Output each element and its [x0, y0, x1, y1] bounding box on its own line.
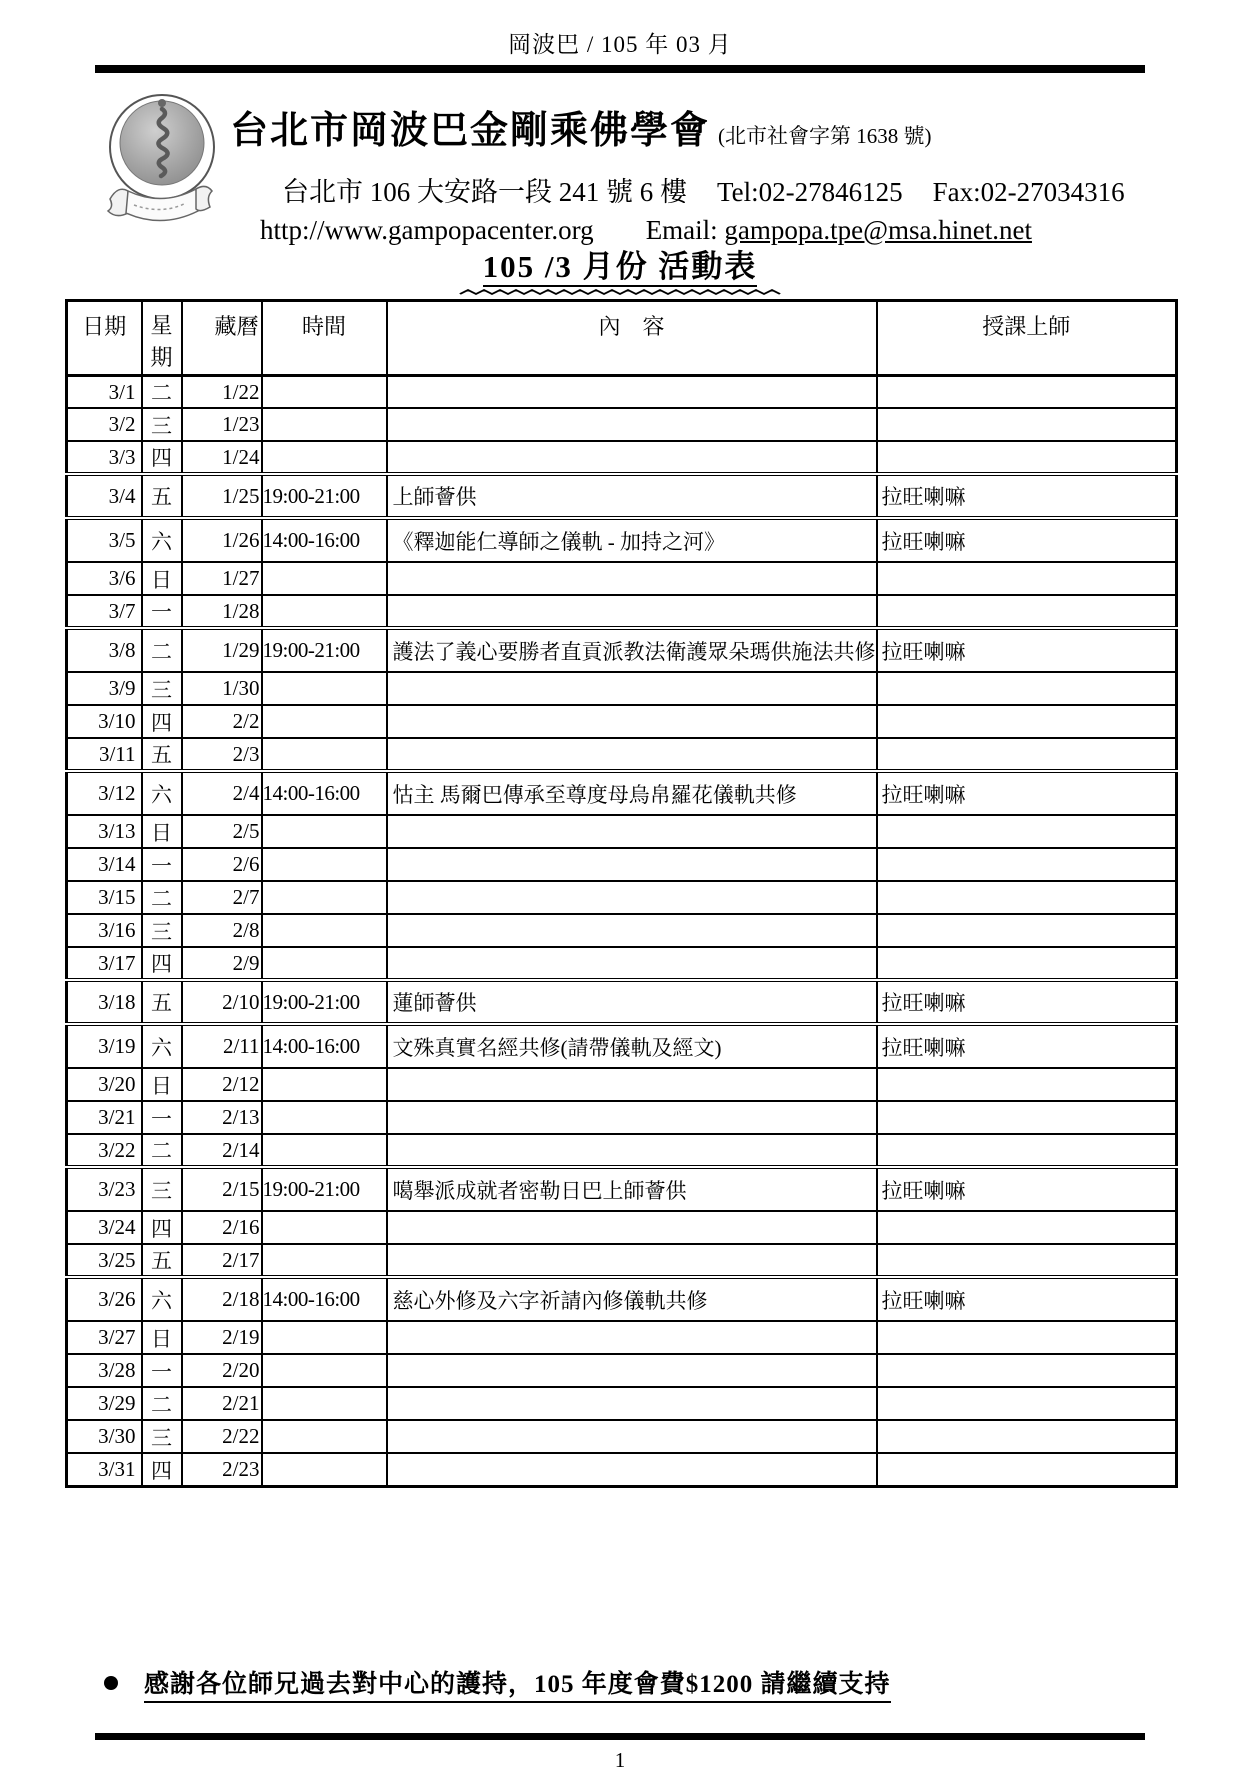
cell-date: 3/13	[67, 815, 142, 848]
cell-teacher	[877, 1420, 1177, 1453]
cell-content	[387, 815, 877, 848]
schedule-row	[67, 815, 1177, 848]
cell-time	[262, 375, 387, 408]
cell-weekday: 四	[142, 947, 182, 980]
cell-date: 3/8	[67, 628, 142, 672]
cell-content	[387, 595, 877, 628]
cell-content	[387, 705, 877, 738]
cell-time	[262, 562, 387, 595]
cell-tibetan: 1/26	[182, 518, 262, 562]
cell-teacher	[877, 672, 1177, 705]
cell-teacher	[877, 1387, 1177, 1420]
schedule-row	[67, 518, 1177, 562]
cell-time	[262, 1101, 387, 1134]
org-email-label: Email:	[645, 215, 718, 245]
cell-date: 3/5	[67, 518, 142, 562]
cell-date: 3/29	[67, 1387, 142, 1420]
cell-weekday: 六	[142, 1277, 182, 1321]
cell-weekday: 四	[142, 1211, 182, 1244]
cell-tibetan: 2/7	[182, 881, 262, 914]
cell-date: 3/11	[67, 738, 142, 771]
cell-teacher	[877, 914, 1177, 947]
cell-time	[262, 914, 387, 947]
cell-date: 3/14	[67, 848, 142, 881]
cell-weekday: 六	[142, 1024, 182, 1068]
schedule-title-wrap	[0, 250, 1240, 296]
cell-time	[262, 1068, 387, 1101]
cell-date: 3/7	[67, 595, 142, 628]
cell-weekday: 一	[142, 1101, 182, 1134]
cell-weekday: 三	[142, 1167, 182, 1211]
cell-weekday: 二	[142, 881, 182, 914]
cell-content: 護法了義心要勝者直貢派教法衛護眾朵瑪供施法共修	[387, 628, 877, 672]
cell-weekday: 二	[142, 375, 182, 408]
cell-content	[387, 914, 877, 947]
cell-tibetan: 2/12	[182, 1068, 262, 1101]
cell-date: 3/21	[67, 1101, 142, 1134]
cell-date: 3/19	[67, 1024, 142, 1068]
gampopa-seal-logo	[98, 87, 220, 242]
cell-tibetan: 2/11	[182, 1024, 262, 1068]
cell-content: 噶舉派成就者密勒日巴上師薈供	[387, 1167, 877, 1211]
cell-teacher: 拉旺喇嘛	[877, 628, 1177, 672]
cell-date: 3/1	[67, 375, 142, 408]
cell-tibetan: 2/17	[182, 1244, 262, 1277]
column-header-tibetan: 藏曆	[182, 301, 262, 376]
cell-weekday: 六	[142, 518, 182, 562]
cell-time: 14:00-16:00	[262, 1024, 387, 1068]
schedule-row	[67, 1167, 1177, 1211]
cell-weekday: 二	[142, 1387, 182, 1420]
schedule-title: 105 /3 月份 活動表	[483, 250, 758, 287]
cell-date: 3/10	[67, 705, 142, 738]
cell-time	[262, 848, 387, 881]
cell-time	[262, 441, 387, 474]
schedule-row	[67, 914, 1177, 947]
wavy-underline	[460, 288, 780, 296]
cell-tibetan: 1/25	[182, 474, 262, 518]
cell-teacher	[877, 705, 1177, 738]
cell-teacher	[877, 441, 1177, 474]
cell-content: 《釋迦能仁導師之儀軌 - 加持之河》	[387, 518, 877, 562]
cell-tibetan: 1/28	[182, 595, 262, 628]
cell-time: 19:00-21:00	[262, 474, 387, 518]
org-address-line	[282, 170, 1125, 209]
cell-tibetan: 1/24	[182, 441, 262, 474]
cell-content	[387, 848, 877, 881]
cell-date: 3/17	[67, 947, 142, 980]
cell-date: 3/18	[67, 980, 142, 1024]
schedule-row	[67, 562, 1177, 595]
cell-date: 3/2	[67, 408, 142, 441]
cell-content	[387, 672, 877, 705]
cell-date: 3/30	[67, 1420, 142, 1453]
schedule-row	[67, 1068, 1177, 1101]
cell-date: 3/3	[67, 441, 142, 474]
cell-tibetan: 1/22	[182, 375, 262, 408]
cell-date: 3/6	[67, 562, 142, 595]
cell-tibetan: 2/20	[182, 1354, 262, 1387]
cell-time	[262, 947, 387, 980]
cell-time	[262, 1134, 387, 1167]
cell-date: 3/20	[67, 1068, 142, 1101]
org-address: 台北市 106 大安路一段 241 號 6 樓	[282, 177, 687, 207]
cell-tibetan: 2/10	[182, 980, 262, 1024]
cell-content	[387, 1134, 877, 1167]
cell-weekday: 三	[142, 914, 182, 947]
cell-date: 3/27	[67, 1321, 142, 1354]
cell-tibetan: 2/21	[182, 1387, 262, 1420]
cell-tibetan: 2/18	[182, 1277, 262, 1321]
cell-tibetan: 2/5	[182, 815, 262, 848]
cell-tibetan: 2/2	[182, 705, 262, 738]
cell-teacher	[877, 1321, 1177, 1354]
cell-teacher: 拉旺喇嘛	[877, 1024, 1177, 1068]
schedule-row	[67, 1321, 1177, 1354]
activity-schedule-table	[65, 299, 1178, 1488]
running-head: 岡波巴 / 105 年 03 月	[508, 32, 732, 57]
cell-content: 上師薈供	[387, 474, 877, 518]
cell-tibetan: 2/8	[182, 914, 262, 947]
cell-content	[387, 1387, 877, 1420]
cell-weekday: 日	[142, 1321, 182, 1354]
table-header	[67, 301, 1177, 376]
cell-teacher: 拉旺喇嘛	[877, 1277, 1177, 1321]
schedule-row	[67, 848, 1177, 881]
cell-teacher	[877, 1244, 1177, 1277]
cell-date: 3/4	[67, 474, 142, 518]
cell-tibetan: 2/9	[182, 947, 262, 980]
cell-content	[387, 441, 877, 474]
cell-teacher	[877, 1101, 1177, 1134]
cell-date: 3/25	[67, 1244, 142, 1277]
cell-weekday: 日	[142, 1068, 182, 1101]
cell-tibetan: 1/29	[182, 628, 262, 672]
cell-teacher	[877, 947, 1177, 980]
schedule-row	[67, 1211, 1177, 1244]
cell-tibetan: 2/6	[182, 848, 262, 881]
cell-content	[387, 375, 877, 408]
cell-tibetan: 2/22	[182, 1420, 262, 1453]
schedule-row	[67, 441, 1177, 474]
cell-content: 怙主 馬爾巴傳承至尊度母烏帛羅花儀軌共修	[387, 771, 877, 815]
footer-note	[104, 1664, 1240, 1703]
cell-teacher	[877, 815, 1177, 848]
cell-tibetan: 2/16	[182, 1211, 262, 1244]
schedule-row	[67, 980, 1177, 1024]
cell-weekday: 三	[142, 1420, 182, 1453]
schedule-row	[67, 1244, 1177, 1277]
cell-tibetan: 2/14	[182, 1134, 262, 1167]
schedule-row	[67, 672, 1177, 705]
cell-date: 3/16	[67, 914, 142, 947]
cell-content: 慈心外修及六字祈請內修儀軌共修	[387, 1277, 877, 1321]
cell-tibetan: 1/23	[182, 408, 262, 441]
cell-content: 蓮師薈供	[387, 980, 877, 1024]
cell-weekday: 四	[142, 705, 182, 738]
schedule-row	[67, 474, 1177, 518]
cell-weekday: 一	[142, 1354, 182, 1387]
cell-teacher	[877, 375, 1177, 408]
cell-teacher	[877, 408, 1177, 441]
org-fax: Fax:02-27034316	[932, 177, 1125, 207]
cell-content	[387, 1321, 877, 1354]
cell-time	[262, 881, 387, 914]
cell-weekday: 三	[142, 672, 182, 705]
cell-time: 19:00-21:00	[262, 980, 387, 1024]
cell-content	[387, 738, 877, 771]
cell-time	[262, 1453, 387, 1486]
cell-time	[262, 1244, 387, 1277]
cell-teacher	[877, 881, 1177, 914]
cell-time	[262, 1420, 387, 1453]
cell-time	[262, 1387, 387, 1420]
cell-teacher	[877, 1134, 1177, 1167]
footer-divider	[95, 1733, 1145, 1740]
cell-tibetan: 2/13	[182, 1101, 262, 1134]
schedule-row	[67, 705, 1177, 738]
cell-weekday: 二	[142, 628, 182, 672]
cell-time: 19:00-21:00	[262, 628, 387, 672]
bullet-icon	[104, 1676, 118, 1690]
cell-date: 3/23	[67, 1167, 142, 1211]
cell-weekday: 二	[142, 1134, 182, 1167]
schedule-row	[67, 1420, 1177, 1453]
cell-content	[387, 881, 877, 914]
cell-teacher	[877, 562, 1177, 595]
org-header	[98, 87, 1240, 246]
cell-time: 14:00-16:00	[262, 518, 387, 562]
cell-date: 3/28	[67, 1354, 142, 1387]
cell-date: 3/12	[67, 771, 142, 815]
cell-teacher	[877, 848, 1177, 881]
schedule-row	[67, 595, 1177, 628]
column-header-content: 內 容	[387, 301, 877, 376]
cell-weekday: 五	[142, 1244, 182, 1277]
cell-date: 3/24	[67, 1211, 142, 1244]
cell-tibetan: 1/30	[182, 672, 262, 705]
column-header-time: 時間	[262, 301, 387, 376]
cell-weekday: 五	[142, 738, 182, 771]
cell-tibetan: 1/27	[182, 562, 262, 595]
cell-content	[387, 1068, 877, 1101]
cell-content	[387, 1101, 877, 1134]
cell-time	[262, 595, 387, 628]
column-header-weekday: 星期	[142, 301, 182, 376]
cell-date: 3/22	[67, 1134, 142, 1167]
schedule-row	[67, 1354, 1177, 1387]
cell-tibetan: 2/3	[182, 738, 262, 771]
cell-time	[262, 815, 387, 848]
cell-time	[262, 1354, 387, 1387]
cell-content	[387, 1420, 877, 1453]
cell-teacher	[877, 1068, 1177, 1101]
cell-time	[262, 705, 387, 738]
cell-weekday: 六	[142, 771, 182, 815]
cell-weekday: 一	[142, 595, 182, 628]
cell-teacher: 拉旺喇嘛	[877, 1167, 1177, 1211]
cell-weekday: 三	[142, 408, 182, 441]
cell-tibetan: 2/19	[182, 1321, 262, 1354]
cell-content: 文殊真實名經共修(請帶儀軌及經文)	[387, 1024, 877, 1068]
org-email-link[interactable]: gampopa.tpe@msa.hinet.net	[724, 215, 1032, 245]
schedule-row	[67, 1277, 1177, 1321]
org-tel: Tel:02-27846125	[717, 177, 903, 207]
cell-content	[387, 562, 877, 595]
cell-weekday: 一	[142, 848, 182, 881]
cell-date: 3/26	[67, 1277, 142, 1321]
cell-weekday: 五	[142, 980, 182, 1024]
schedule-row	[67, 628, 1177, 672]
cell-content	[387, 1354, 877, 1387]
schedule-row	[67, 1134, 1177, 1167]
cell-time: 14:00-16:00	[262, 771, 387, 815]
cell-time	[262, 408, 387, 441]
cell-weekday: 日	[142, 815, 182, 848]
cell-teacher: 拉旺喇嘛	[877, 980, 1177, 1024]
cell-date: 3/15	[67, 881, 142, 914]
cell-content	[387, 1453, 877, 1486]
page-number: 1	[614, 1747, 626, 1772]
cell-teacher: 拉旺喇嘛	[877, 771, 1177, 815]
document-page	[0, 26, 1240, 1780]
schedule-row	[67, 947, 1177, 980]
cell-weekday: 五	[142, 474, 182, 518]
cell-teacher	[877, 738, 1177, 771]
cell-teacher	[877, 595, 1177, 628]
cell-teacher: 拉旺喇嘛	[877, 474, 1177, 518]
cell-content	[387, 1244, 877, 1277]
cell-tibetan: 2/23	[182, 1453, 262, 1486]
cell-weekday: 日	[142, 562, 182, 595]
cell-time: 14:00-16:00	[262, 1277, 387, 1321]
schedule-row	[67, 408, 1177, 441]
cell-content	[387, 947, 877, 980]
cell-time	[262, 738, 387, 771]
cell-weekday: 四	[142, 441, 182, 474]
cell-time	[262, 1321, 387, 1354]
cell-date: 3/31	[67, 1453, 142, 1486]
cell-tibetan: 2/4	[182, 771, 262, 815]
cell-tibetan: 2/15	[182, 1167, 262, 1211]
org-name: 台北市岡波巴金剛乘佛學會	[230, 110, 711, 152]
org-website: http://www.gampopacenter.org	[260, 215, 594, 245]
schedule-row	[67, 738, 1177, 771]
cell-time: 19:00-21:00	[262, 1167, 387, 1211]
schedule-row	[67, 881, 1177, 914]
schedule-row	[67, 1024, 1177, 1068]
org-web-line	[260, 215, 1125, 246]
column-header-date: 日期	[67, 301, 142, 376]
table-body	[67, 375, 1177, 1486]
footer-note-text: 感謝各位師兄過去對中心的護持，105 年度會費$1200 請繼續支持	[144, 1664, 891, 1703]
cell-date: 3/9	[67, 672, 142, 705]
schedule-row	[67, 375, 1177, 408]
cell-teacher	[877, 1211, 1177, 1244]
org-registration: (北市社會字第 1638 號)	[718, 124, 932, 148]
cell-weekday: 四	[142, 1453, 182, 1486]
cell-teacher	[877, 1453, 1177, 1486]
column-header-teacher: 授課上師	[877, 301, 1177, 376]
cell-teacher	[877, 1354, 1177, 1387]
schedule-row	[67, 1387, 1177, 1420]
cell-time	[262, 672, 387, 705]
org-info	[230, 87, 1125, 246]
cell-content	[387, 1211, 877, 1244]
schedule-row	[67, 1101, 1177, 1134]
schedule-row	[67, 1453, 1177, 1486]
cell-time	[262, 1211, 387, 1244]
cell-content	[387, 408, 877, 441]
cell-teacher: 拉旺喇嘛	[877, 518, 1177, 562]
header-divider	[95, 65, 1145, 73]
schedule-row	[67, 771, 1177, 815]
